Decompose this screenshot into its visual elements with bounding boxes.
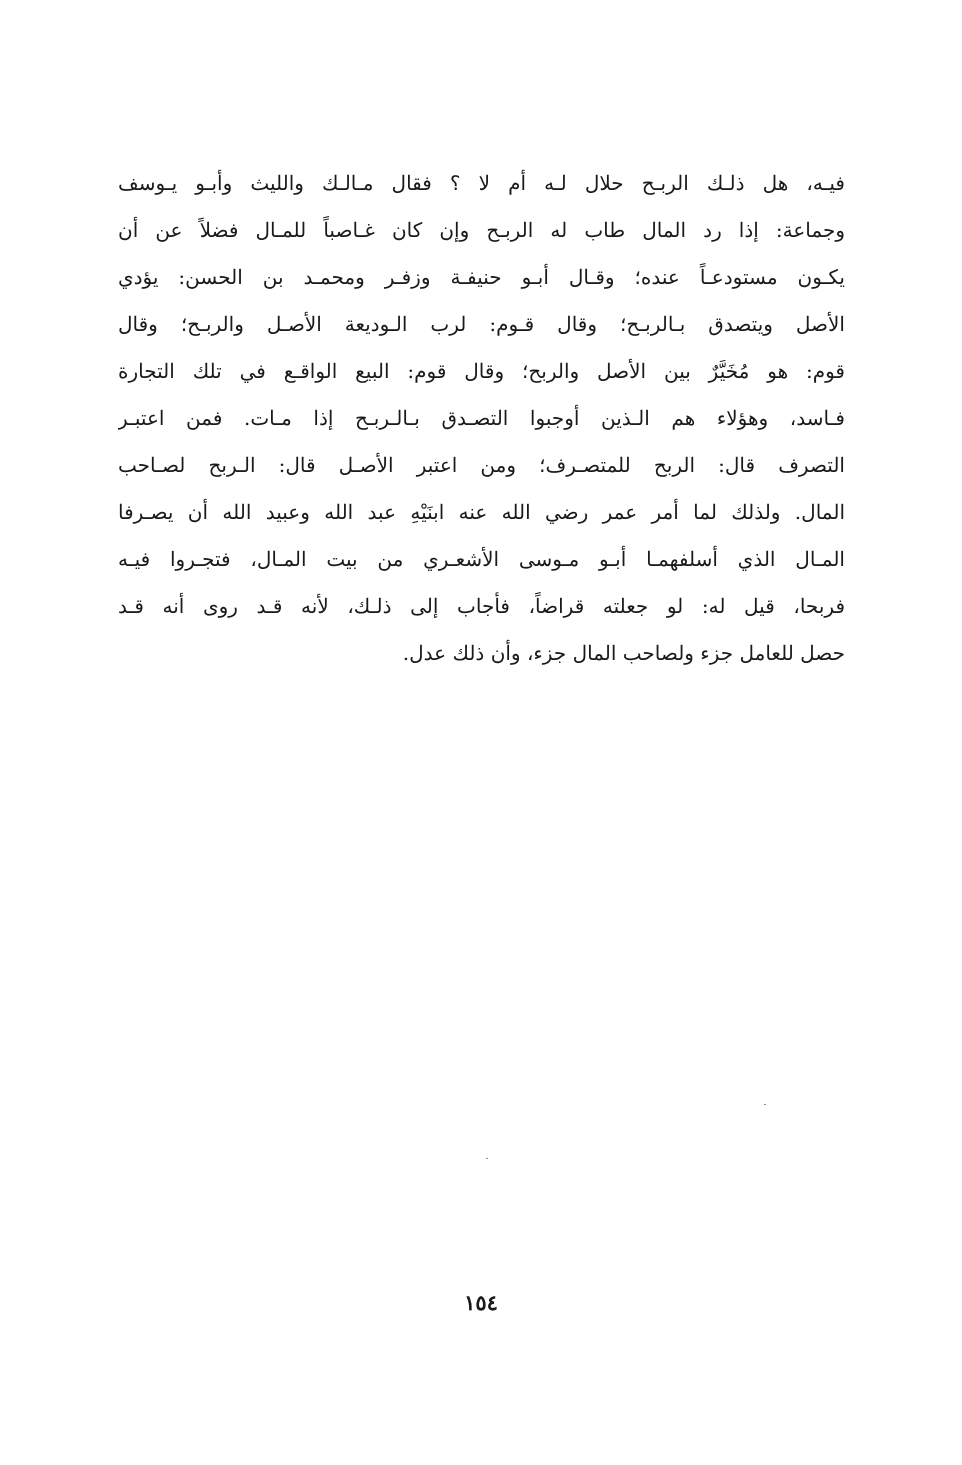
text-line: التصرف قال: الربح للمتصـرف؛ ومن اعتبر الأصـل قال: الـربح لصـاحب [118,453,845,477]
text-line: وجماعة: إذا رد المال طاب له الربـح وإن كان غـاصباً للمـال فضلاً عن أن [118,218,845,242]
text-line: الأصل ويتصدق بـالربـح؛ وقال قـوم: لرب الـوديعة الأصـل والربـح؛ وقال [118,312,845,336]
text-line: فربحا، قيل له: لو جعلته قراضاً، فأجاب إلى ذلـك، لأنه قـد روى أنه قـد [118,594,845,618]
text-line: فـاسد، وهؤلاء هم الـذين أوجبوا التصـدق بـالـربـح إذا مـات. فمن اعتبـر [118,406,845,430]
scan-speck [764,1104,766,1105]
text-line: فيـه، هل ذلـك الربـح حلال لـه أم لا ؟ فقال مـالـك والليث وأبـو يـوسف [118,171,845,195]
page-number: ١٥٤ [464,1290,498,1315]
text-line: قوم: هو مُخَيَّرٌ بين الأصل والربح؛ وقال قوم: البيع الواقـع في تلك التجارة [118,359,845,383]
body-text [118,160,845,677]
text-line: يكـون مستودعـاً عنده؛ وقـال أبـو حنيفـة وزفـر ومحمـد بن الحسن: يؤدي [118,265,845,289]
scan-speck [486,1158,488,1159]
text-line: المـال الذي أسلفهمـا أبـو مـوسى الأشعـري من بيت المـال، فتجـروا فيـه [118,547,845,571]
text-line: حصل للعامل جزء ولصاحب المال جزء، وأن ذلك عدل. [402,641,845,665]
text-line: المال. ولذلك لما أمر عمر رضي الله عنه ابنَيْهِ عبد الله وعبيد الله أن يصـرفا [118,500,845,524]
